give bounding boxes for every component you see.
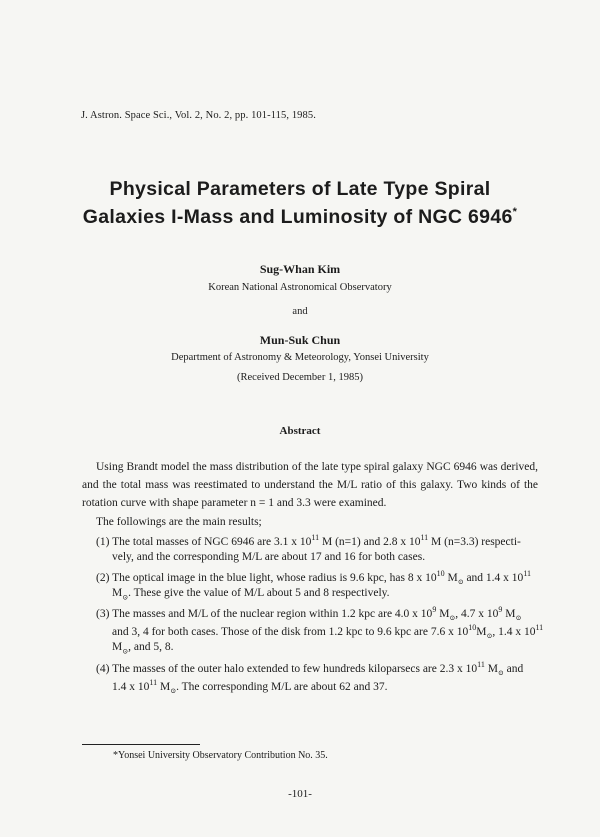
title-line-1: Physical Parameters of Late Type Spiral	[109, 178, 491, 200]
result-2-line-2: $M_⊙$. These give the value of M/L about 5 and 8 respectively.	[112, 587, 390, 602]
result-4-line-1: (4) The masses of the outer halo extended to few hundreds kiloparsecs are 2.3 x $10^{11}$ $M_⊙$ and	[96, 660, 524, 678]
title-footnote-mark: *	[512, 206, 518, 218]
title-line-2	[0, 201, 600, 229]
result-3-line-1: (3) The masses and M/L of the nuclear region within 1.2 kpc are 4.0 x $10^9$ $M_⊙$, 4.7 x $10^9$ $M_⊙$	[96, 605, 522, 623]
footnote-divider	[82, 744, 200, 745]
paper-title	[0, 178, 600, 229]
affiliation-1: Korean National Astronomical Observatory	[208, 282, 392, 293]
abstract-intro: Using Brandt model the mass distribution of the late type spiral galaxy NGC 6946 was derived, and the total mass was reestimated to understand the M/L ratio of this galaxy. Two kinds of the rotation curve with shape parameter n = 1 and 3.3 were examined.	[82, 461, 538, 509]
result-4-line-2: 1.4 x $10^{11}$ $M_⊙$. The corresponding M/L are about 62 and 37.	[112, 678, 388, 696]
result-1-line-2: vely, and the corresponding M/L are about 17 and 16 for both cases.	[112, 551, 426, 563]
result-3-line-3: $M_⊙$, and 5, 8.	[112, 641, 174, 656]
title-line-2-text: Galaxies I-Mass and Luminosity of NGC 6946	[82, 206, 513, 228]
abstract-heading: Abstract	[279, 425, 321, 437]
author-conjunction: and	[292, 306, 308, 317]
footnote: *Yonsei University Observatory Contribution No. 35.	[113, 750, 328, 761]
journal-reference: J. Astron. Space Sci., Vol. 2, No. 2, pp. 101-115, 1985.	[81, 110, 316, 121]
result-2-line-1: (2) The optical image in the blue light, whose radius is 9.6 kpc, has 8 x $10^{10}$ $M_⊙$ and 1.4 x $10^{11}$	[96, 569, 532, 587]
result-1-line-1: (1) The total masses of NGC 6946 are 3.1 x $10^{11}$ M (n=1) and 2.8 x $10^{11}$ M (n=3.3) respecti-	[96, 533, 521, 548]
received-date: (Received December 1, 1985)	[237, 372, 363, 383]
followings-line: The followings are the main results;	[96, 516, 262, 528]
author-2: Mun-Suk Chun	[259, 333, 341, 347]
page-number: -101-	[288, 788, 312, 800]
result-3-line-2: and 3, 4 for both cases. Those of the disk from 1.2 kpc to 9.6 kpc are 7.6 x $10^{10}M_⊙$, 1.4 x $10^{11}$	[112, 623, 544, 641]
affiliation-2: Department of Astronomy & Meteorology, Yonsei University	[171, 352, 429, 363]
author-1: Sug-Whan Kim	[259, 262, 341, 276]
